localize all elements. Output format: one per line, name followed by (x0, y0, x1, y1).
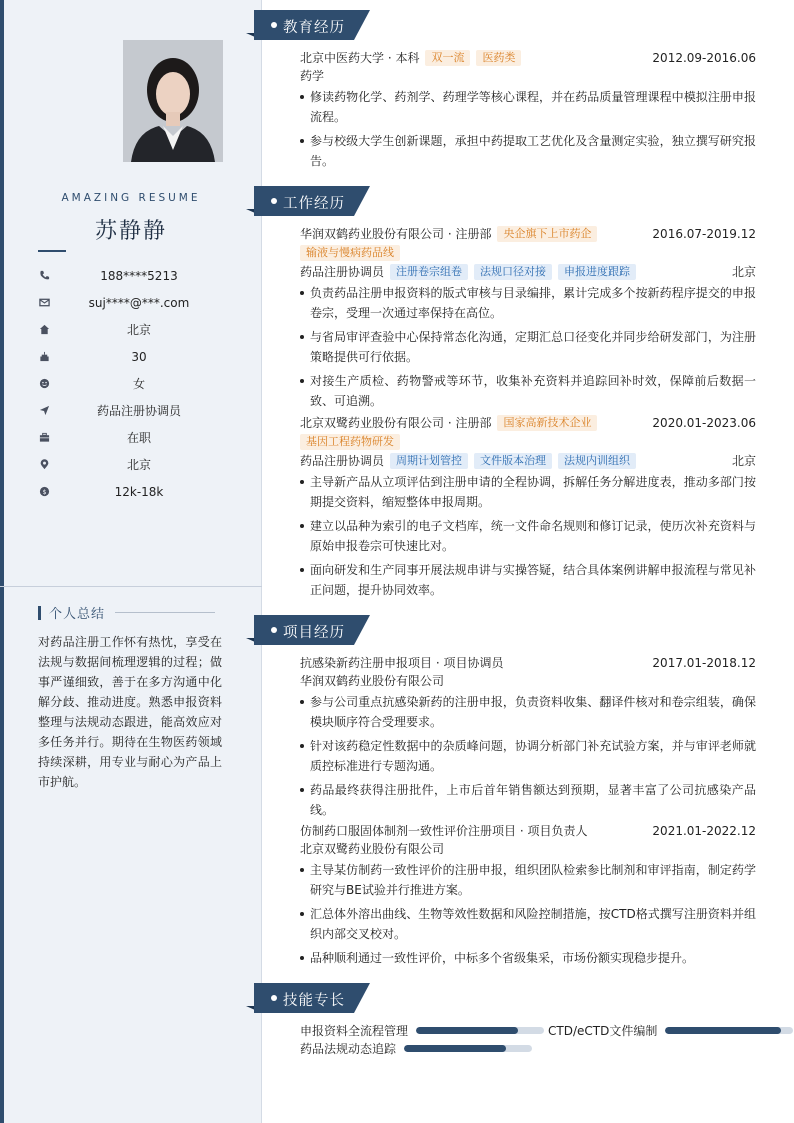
section-title-projects: 项目经历 (283, 625, 345, 641)
project-date: 2021.01-2022.12 (652, 824, 756, 838)
company-tag: 央企旗下上市药企 (497, 226, 597, 242)
info-row-phone (38, 262, 238, 289)
section-dot (271, 995, 277, 1001)
education-major: 药学 (300, 69, 325, 83)
resume-tagline: AMAZING RESUME (61, 192, 201, 204)
section-dot (271, 627, 277, 633)
bullet-item: 主导某仿制药一致性评价的注册申报，组织团队检索参比制剂和审评指南，制定药学研究与BE试验并行推进方案。 (300, 860, 756, 900)
skill-name: 药品法规动态追踪 (300, 1042, 397, 1056)
candidate-name: 苏静静 (94, 219, 167, 244)
project-org: 北京双鹭药业股份有限公司 (300, 842, 445, 856)
education-entry (300, 49, 756, 175)
info-row-gender (38, 370, 238, 397)
hometown-value: 北京 (126, 323, 151, 337)
job-bullets (300, 283, 756, 411)
project-org: 华润双鹤药业股份有限公司 (300, 674, 445, 688)
section-title-education: 教育经历 (283, 20, 345, 36)
skill-tag: 周期计划管控 (390, 453, 468, 469)
summary-heading-bar (38, 606, 41, 620)
job-city: 北京 (731, 454, 756, 468)
summary-heading (38, 603, 215, 622)
education-header-row (300, 49, 756, 67)
position-value: 药品注册协调员 (96, 404, 181, 418)
company-name: 北京双鹭药业股份有限公司 · 注册部 (300, 416, 492, 430)
job-date: 2020.01-2023.06 (652, 416, 756, 430)
job-role: 药品注册协调员 (300, 265, 385, 279)
project-header-row (300, 822, 756, 840)
bullet-item: 参与校级大学生创新课题，承担中药提取工艺优化及含量测定实验，独立撰写研究报告。 (300, 131, 756, 171)
bullet-item: 针对该药稳定性数据中的杂质峰问题，协调分析部门补充试验方案，并与审评老师就质控标准进行专题沟通。 (300, 736, 756, 776)
skill-level-fill (404, 1045, 506, 1052)
info-row-salary (38, 478, 238, 505)
skill-level-bar (416, 1027, 544, 1034)
bullet-item: 药品最终获得注册批件，上市后首年销售额达到预期，显著丰富了公司抗感染产品线。 (300, 780, 756, 820)
bullet-item: 汇总体外溶出曲线、生物等效性数据和风险控制措施，按CTD格式撰写注册资料并组织内部交叉校对。 (300, 904, 756, 944)
bullet-item: 对接生产质检、药物警戒等环节，收集补充资料并追踪回补时效，保障前后数据一致、可追溯。 (300, 371, 756, 411)
section-title-work: 工作经历 (283, 196, 345, 212)
info-row-status (38, 424, 238, 451)
bullet-item: 参与公司重点抗感染新药的注册申报，负责资料收集、翻译件核对和卷宗组装，确保模块顺序符合受理要求。 (300, 692, 756, 732)
skill-level-fill (665, 1027, 780, 1034)
sidebar (0, 0, 262, 1123)
job-role-row (300, 263, 756, 281)
education-date: 2012.09-2016.06 (652, 51, 756, 65)
svg-text:$: $ (41, 487, 47, 496)
company-tag: 国家高新技术企业 (497, 415, 597, 431)
job-role-row (300, 452, 756, 470)
skill-item (300, 1022, 544, 1039)
info-row-location (38, 451, 238, 478)
bullet-item: 主导新产品从立项评估到注册申请的全程协调，拆解任务分解进度表，推动多部门按期提交资料，缩短整体申报周期。 (300, 472, 756, 512)
sidebar-divider (0, 586, 262, 587)
skill-level-bar (404, 1045, 532, 1052)
project-bullets (300, 860, 756, 968)
project-entry-2 (300, 822, 756, 972)
section-dot (271, 198, 277, 204)
work-entry-1 (300, 225, 756, 415)
gender-value: 女 (132, 377, 145, 391)
section-dot (271, 22, 277, 28)
email-value: suj****@***.com (88, 295, 190, 310)
bullet-item: 面向研发和生产同事开展法规串讲与实操答疑，结合具体案例讲解申报流程与常见补正问题，提升协同效率。 (300, 560, 756, 600)
info-row-email (38, 289, 238, 316)
job-city: 北京 (731, 265, 756, 279)
info-row-age (38, 343, 238, 370)
bullet-item: 建立以品种为索引的电子文档库，统一文件命名规则和修订记录，使历次补充资料与原始申报卷宗可快速比对。 (300, 516, 756, 556)
location-value: 北京 (126, 458, 151, 472)
project-bullets (300, 692, 756, 820)
company-name: 华润双鹤药业股份有限公司 · 注册部 (300, 227, 492, 241)
company-tag: 输液与慢病药品线 (300, 245, 400, 261)
section-title-skills: 技能专长 (283, 993, 345, 1009)
summary-heading-line (115, 612, 215, 613)
skill-tag: 申报进度跟踪 (558, 264, 636, 280)
job-date: 2016.07-2019.12 (652, 227, 756, 241)
skill-tag: 法规口径对接 (474, 264, 552, 280)
main-content (262, 0, 794, 1123)
bullet-item: 修读药物化学、药剂学、药理学等核心课程，并在药品质量管理课程中模拟注册申报流程。 (300, 87, 756, 127)
name-underline (38, 250, 66, 252)
profile-photo (123, 40, 223, 162)
info-row-position (38, 397, 238, 424)
skill-item (548, 1022, 793, 1039)
summary-heading-label: 个人总结 (49, 607, 106, 622)
skill-item (300, 1040, 532, 1057)
bullet-item: 品种顺利通过一致性评价，中标多个省级集采，市场份额实现稳步提升。 (300, 948, 756, 968)
job-header-row (300, 414, 756, 450)
skill-tag: 注册卷宗组卷 (390, 264, 468, 280)
contact-info-list (38, 262, 238, 505)
skill-name: CTD/eCTD文件编制 (548, 1024, 658, 1038)
school-tag: 双一流 (425, 50, 470, 66)
summary-text: 对药品注册工作怀有热忱，享受在法规与数据间梳理逻辑的过程；做事严谨细致，善于在多方沟通中化解分歧、推动进度。熟悉申报资料整理与法规动态跟进，能高效应对多任务并行。期待在生物医药领域持续深耕，用专业与耐心为产品上市护航。 (38, 635, 222, 789)
bullet-item: 与省局审评查验中心保持常态化沟通，定期汇总口径变化并同步给研发部门，为注册策略提供可行依据。 (300, 327, 756, 367)
age-value: 30 (131, 349, 147, 364)
skill-tag: 法规内训组织 (558, 453, 636, 469)
project-header-row (300, 654, 756, 672)
work-entry-2 (300, 414, 756, 604)
project-name: 抗感染新药注册申报项目 · 项目协调员 (300, 656, 504, 670)
job-role: 药品注册协调员 (300, 454, 385, 468)
project-entry-1 (300, 654, 756, 824)
bullet-item: 负责药品注册申报资料的版式审核与目录编排，累计完成多个按新药程序提交的申报卷宗，受理一次通过率保持在高位。 (300, 283, 756, 323)
skill-level-fill (416, 1027, 518, 1034)
sidebar-accent-bar (0, 0, 4, 1123)
project-date: 2017.01-2018.12 (652, 656, 756, 670)
status-value: 在职 (126, 431, 151, 445)
phone-value: 188****5213 (100, 268, 178, 283)
education-bullets (300, 87, 756, 171)
skill-tag: 文件版本治理 (474, 453, 552, 469)
skill-name: 申报资料全流程管理 (300, 1024, 409, 1038)
company-tag: 基因工程药物研发 (300, 434, 400, 450)
salary-value: 12k-18k (114, 484, 164, 499)
job-bullets (300, 472, 756, 600)
info-row-hometown (38, 316, 238, 343)
skill-level-bar (665, 1027, 793, 1034)
job-header-row (300, 225, 756, 261)
school-name: 北京中医药大学 · 本科 (300, 51, 420, 65)
school-tag: 医药类 (476, 50, 521, 66)
project-name: 仿制药口服固体制剂一致性评价注册项目 · 项目负责人 (300, 824, 588, 838)
